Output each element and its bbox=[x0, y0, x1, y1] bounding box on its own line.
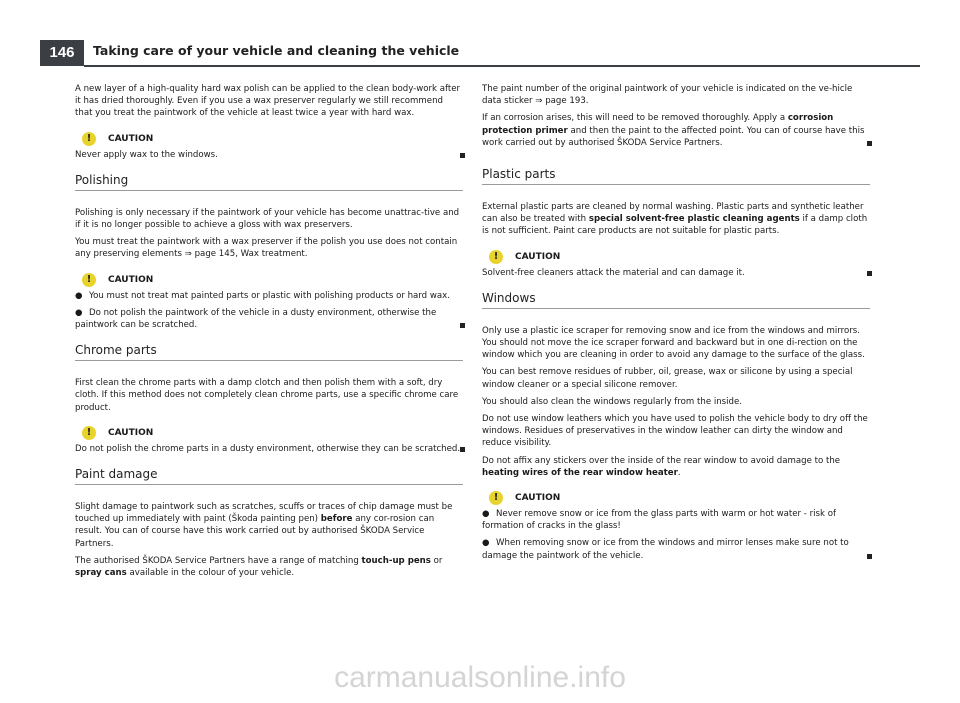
polishing-paragraph-1: Polishing is only necessary if the paintwork of your vehicle has become unattrac-tive and if it is no longer possible to achieve a gloss with wax preservers. bbox=[75, 207, 460, 231]
chapter-title: Taking care of your vehicle and cleaning the vehicle bbox=[93, 43, 460, 58]
right-column bbox=[482, 83, 870, 574]
caution-text: Solvent-free cleaners attack the material and can damage it. bbox=[482, 267, 870, 279]
caution-label: CAUTION bbox=[108, 427, 154, 438]
left-column bbox=[75, 83, 463, 584]
caution-icon: ! bbox=[489, 250, 503, 264]
caution-icon: ! bbox=[82, 426, 96, 440]
windows-paragraph-1: Only use a plastic ice scraper for removing snow and ice from the windows and mirrors. You should not move the ice scraper forward and backward but in one di-rection on the window which you are cleaning in order to avoid any damage to the surface of the glass. bbox=[482, 325, 865, 361]
section-heading-windows: Windows bbox=[482, 291, 870, 309]
watermark: carmanualsonline.info bbox=[334, 661, 626, 694]
section-heading-paint-damage: Paint damage bbox=[75, 467, 463, 485]
page-header bbox=[40, 40, 920, 66]
caution-bullet: ● When removing snow or ice from the windows and mirror lenses make sure not to damage the paintwork of the vehicle. bbox=[482, 537, 870, 561]
bullet-icon: ● bbox=[75, 290, 83, 301]
caution-icon: ! bbox=[489, 491, 503, 505]
plastic-paragraph: External plastic parts are cleaned by normal washing. Plastic parts and synthetic leather can also be treated with special solvent-free plastic cleaning agents if a damp cloth is not sufficient. Paint care products are not suitable for plastic parts. bbox=[482, 202, 868, 237]
corrosion-paragraph: If an corrosion arises, this will need to be removed thoroughly. Apply a corrosion protection primer and then the paint to the affected point. You can of course have this work carried out by authorised ŠKODA Service Partners. bbox=[482, 112, 870, 149]
caution-heading bbox=[75, 426, 463, 440]
polishing-paragraph-2: You must treat the paintwork with a wax preserver if the polish you use does not contain any preserving elements ⇒ page 145, Wax treatment. bbox=[75, 237, 458, 260]
bullet-icon: ● bbox=[482, 538, 490, 549]
section-heading-plastic: Plastic parts bbox=[482, 167, 870, 185]
caution-heading bbox=[75, 273, 463, 287]
section-heading-polishing: Polishing bbox=[75, 173, 463, 191]
chrome-paragraph: First clean the chrome parts with a damp clotch and then polish them with a soft, dry cloth. If this method does not completely clean chrome parts, use a specific chrome care product. bbox=[75, 378, 459, 413]
page-number: 146 bbox=[40, 40, 84, 66]
windows-paragraph-2: You can best remove residues of rubber, oil, grease, wax or silicone by using a special window cleaner or a special silicone remover. bbox=[482, 367, 853, 390]
paint-number-paragraph: The paint number of the original paintwork of your vehicle is indicated on the ve-hicle data sticker ⇒ page 193. bbox=[482, 84, 853, 107]
bullet-icon: ● bbox=[75, 307, 83, 318]
caution-heading bbox=[482, 250, 870, 264]
windows-paragraph-3: You should also clean the windows regularly from the inside. bbox=[482, 396, 743, 407]
caution-label: CAUTION bbox=[108, 133, 154, 144]
windows-paragraph-4: Do not use window leathers which you have used to polish the vehicle body to dry off the windows. Residues of preservatives in the window leather can dirty the window and reduce visibility. bbox=[482, 414, 868, 449]
intro-paragraph: A new layer of a high-quality hard wax polish can be applied to the clean body-work after it has dried thoroughly. Even if you use a wax preserver regularly we still recommend that you treat the paintwork of the vehicle at least twice a year with hard wax. bbox=[75, 84, 461, 119]
paint-paragraph-1: Slight damage to paintwork such as scratches, scuffs or traces of chip damage must be touched up immediately with paint (Škoda painting pen) before any cor-rosion can result. You can of course have this work carried out by authorised ŠKODA Service Partners. bbox=[75, 502, 453, 549]
caution-text: Do not polish the chrome parts in a dusty environment, otherwise they can be scratched. bbox=[75, 443, 463, 455]
caution-heading bbox=[482, 491, 870, 505]
paint-paragraph-2: The authorised ŠKODA Service Partners have a range of matching touch-up pens or spray cans available in the colour of your vehicle. bbox=[75, 555, 443, 579]
windows-paragraph-5: Do not affix any stickers over the inside of the rear window to avoid damage to the heating wires of the rear window heater. bbox=[482, 455, 841, 478]
bullet-icon: ● bbox=[482, 509, 490, 520]
header-rule bbox=[84, 65, 920, 67]
caution-icon: ! bbox=[82, 132, 96, 146]
caution-bullet: ● Never remove snow or ice from the glass parts with warm or hot water - risk of formation of cracks in the glass! bbox=[482, 509, 837, 532]
section-heading-chrome: Chrome parts bbox=[75, 343, 463, 361]
caution-label: CAUTION bbox=[108, 274, 154, 285]
caution-icon: ! bbox=[82, 273, 96, 287]
caution-text: Never apply wax to the windows. bbox=[75, 149, 463, 161]
caution-bullet: ● Do not polish the paintwork of the vehicle in a dusty environment, otherwise the paintwork can be scratched. bbox=[75, 307, 463, 331]
caution-bullet: ● You must not treat mat painted parts or plastic with polishing products or hard wax. bbox=[75, 290, 450, 301]
caution-label: CAUTION bbox=[515, 493, 561, 504]
caution-heading bbox=[75, 132, 463, 146]
caution-label: CAUTION bbox=[515, 251, 561, 262]
